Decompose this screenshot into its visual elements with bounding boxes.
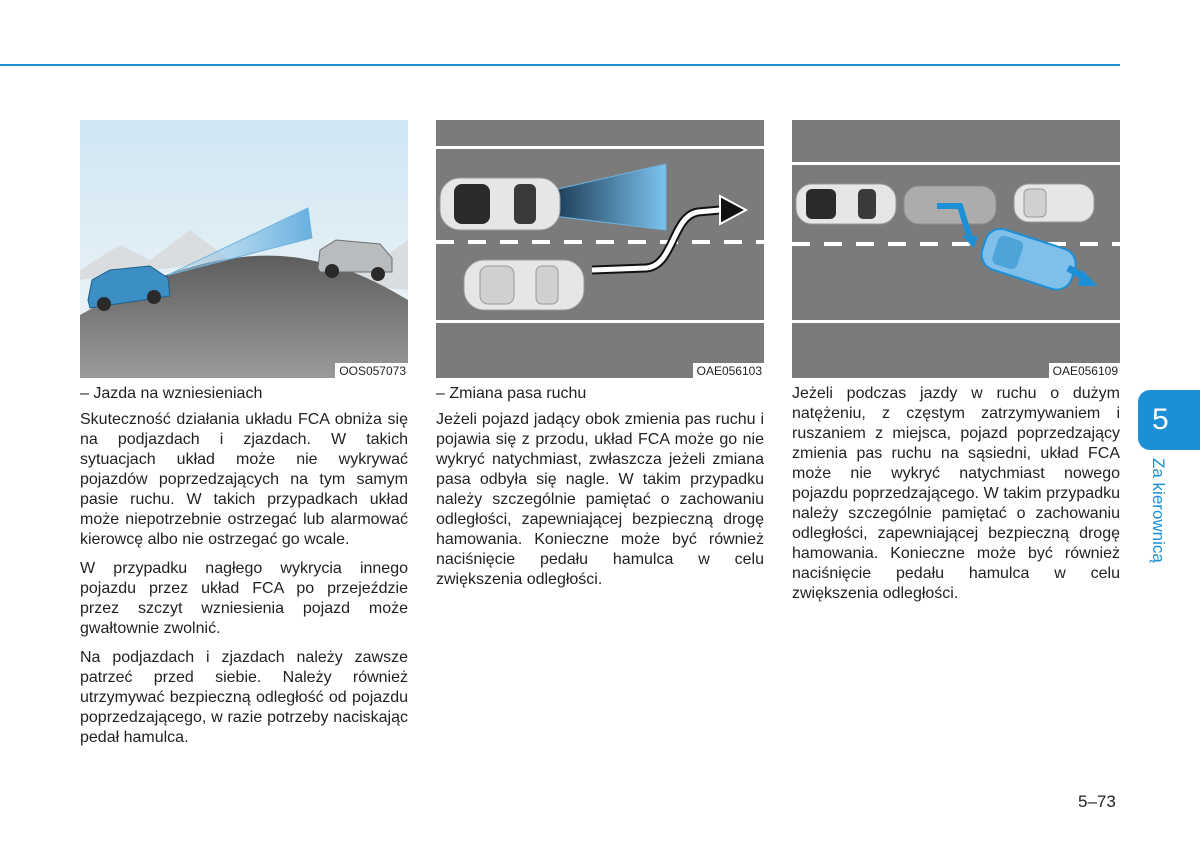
column-middle (436, 384, 764, 599)
paragraph: W przypadku nagłego wykrycia innego pojazdu przez układ FCA po przejeździe przez szczyt wzniesienia pojazd może gwałtownie zwolnić. (80, 560, 408, 637)
figure-code: OAE056109 (1049, 363, 1120, 378)
paragraph: Skuteczność działania układu FCA obniża się na podjazdach i zjazdach. W takich sytuacjach układ może nie wykrywać pojazdów poprzedzających na tym samym pasie ruchu. W takich przypadkach układ może niepotrzebnie ostrzegać lub alarmować kierowcę albo nie ostrzegać go wcale. (80, 411, 408, 548)
figure-stop-and-go (792, 120, 1120, 378)
paragraph: Jeżeli podczas jazdy w ruchu o dużym natężeniu, z częstym zatrzymywaniem i ruszaniem z miejsca, pojazd poprzedzający zmienia pas ruchu na sąsiedni, układ FCA może nie wykryć natychmiast nowego pojazdu poprzedzającego. W takim przypadku należy szczególnie pamiętać o zachowaniu odległości, zapewniającej bezpieczną drogę hamowania. Konieczne może być również naciśnięcie pedału hamulca w celu zwiększenia odległości. (792, 385, 1120, 602)
paragraph: Jeżeli pojazd jadący obok zmienia pas ruchu i pojawia się z przodu, układ FCA może go nie wykryć natychmiast, zwłaszcza jeżeli zmiana pasa odbyła się nagle. W takim przypadku należy szczególnie pamiętać o zachowaniu odległości, zapewniającej bezpieczną drogę hamowania. Konieczne może być również naciśnięcie pedału hamulca w celu zwiększenia odległości. (436, 411, 764, 588)
figure-hill-driving (80, 120, 408, 378)
own-car-icon (440, 178, 560, 230)
chapter-tab: 5 (1138, 390, 1200, 450)
stop-and-go-illustration (792, 120, 1120, 378)
lane-change-illustration (436, 120, 764, 378)
section-heading: – Jazda na wzniesieniach (80, 385, 263, 402)
chapter-title: Za kierownicą (1149, 458, 1168, 563)
hill-illustration (80, 120, 408, 378)
own-car-icon (796, 184, 896, 224)
header-rule (0, 64, 1120, 66)
figure-code: OAE056103 (693, 363, 764, 378)
column-left (80, 384, 408, 757)
column-right (792, 384, 1120, 613)
figure-lane-change (436, 120, 764, 378)
section-heading: – Zmiana pasa ruchu (436, 385, 587, 402)
page-number: 5–73 (1078, 792, 1116, 811)
figure-code: OOS057073 (335, 363, 408, 378)
next-vehicle-icon (1014, 184, 1094, 222)
paragraph: Na podjazdach i zjazdach należy zawsze patrzeć przed siebie. Należy również utrzymywać bezpieczną odległość od pojazdu poprzedzającego, w razie potrzeby naciskając pedał hamulca. (80, 649, 408, 746)
merging-car-icon (464, 260, 584, 310)
